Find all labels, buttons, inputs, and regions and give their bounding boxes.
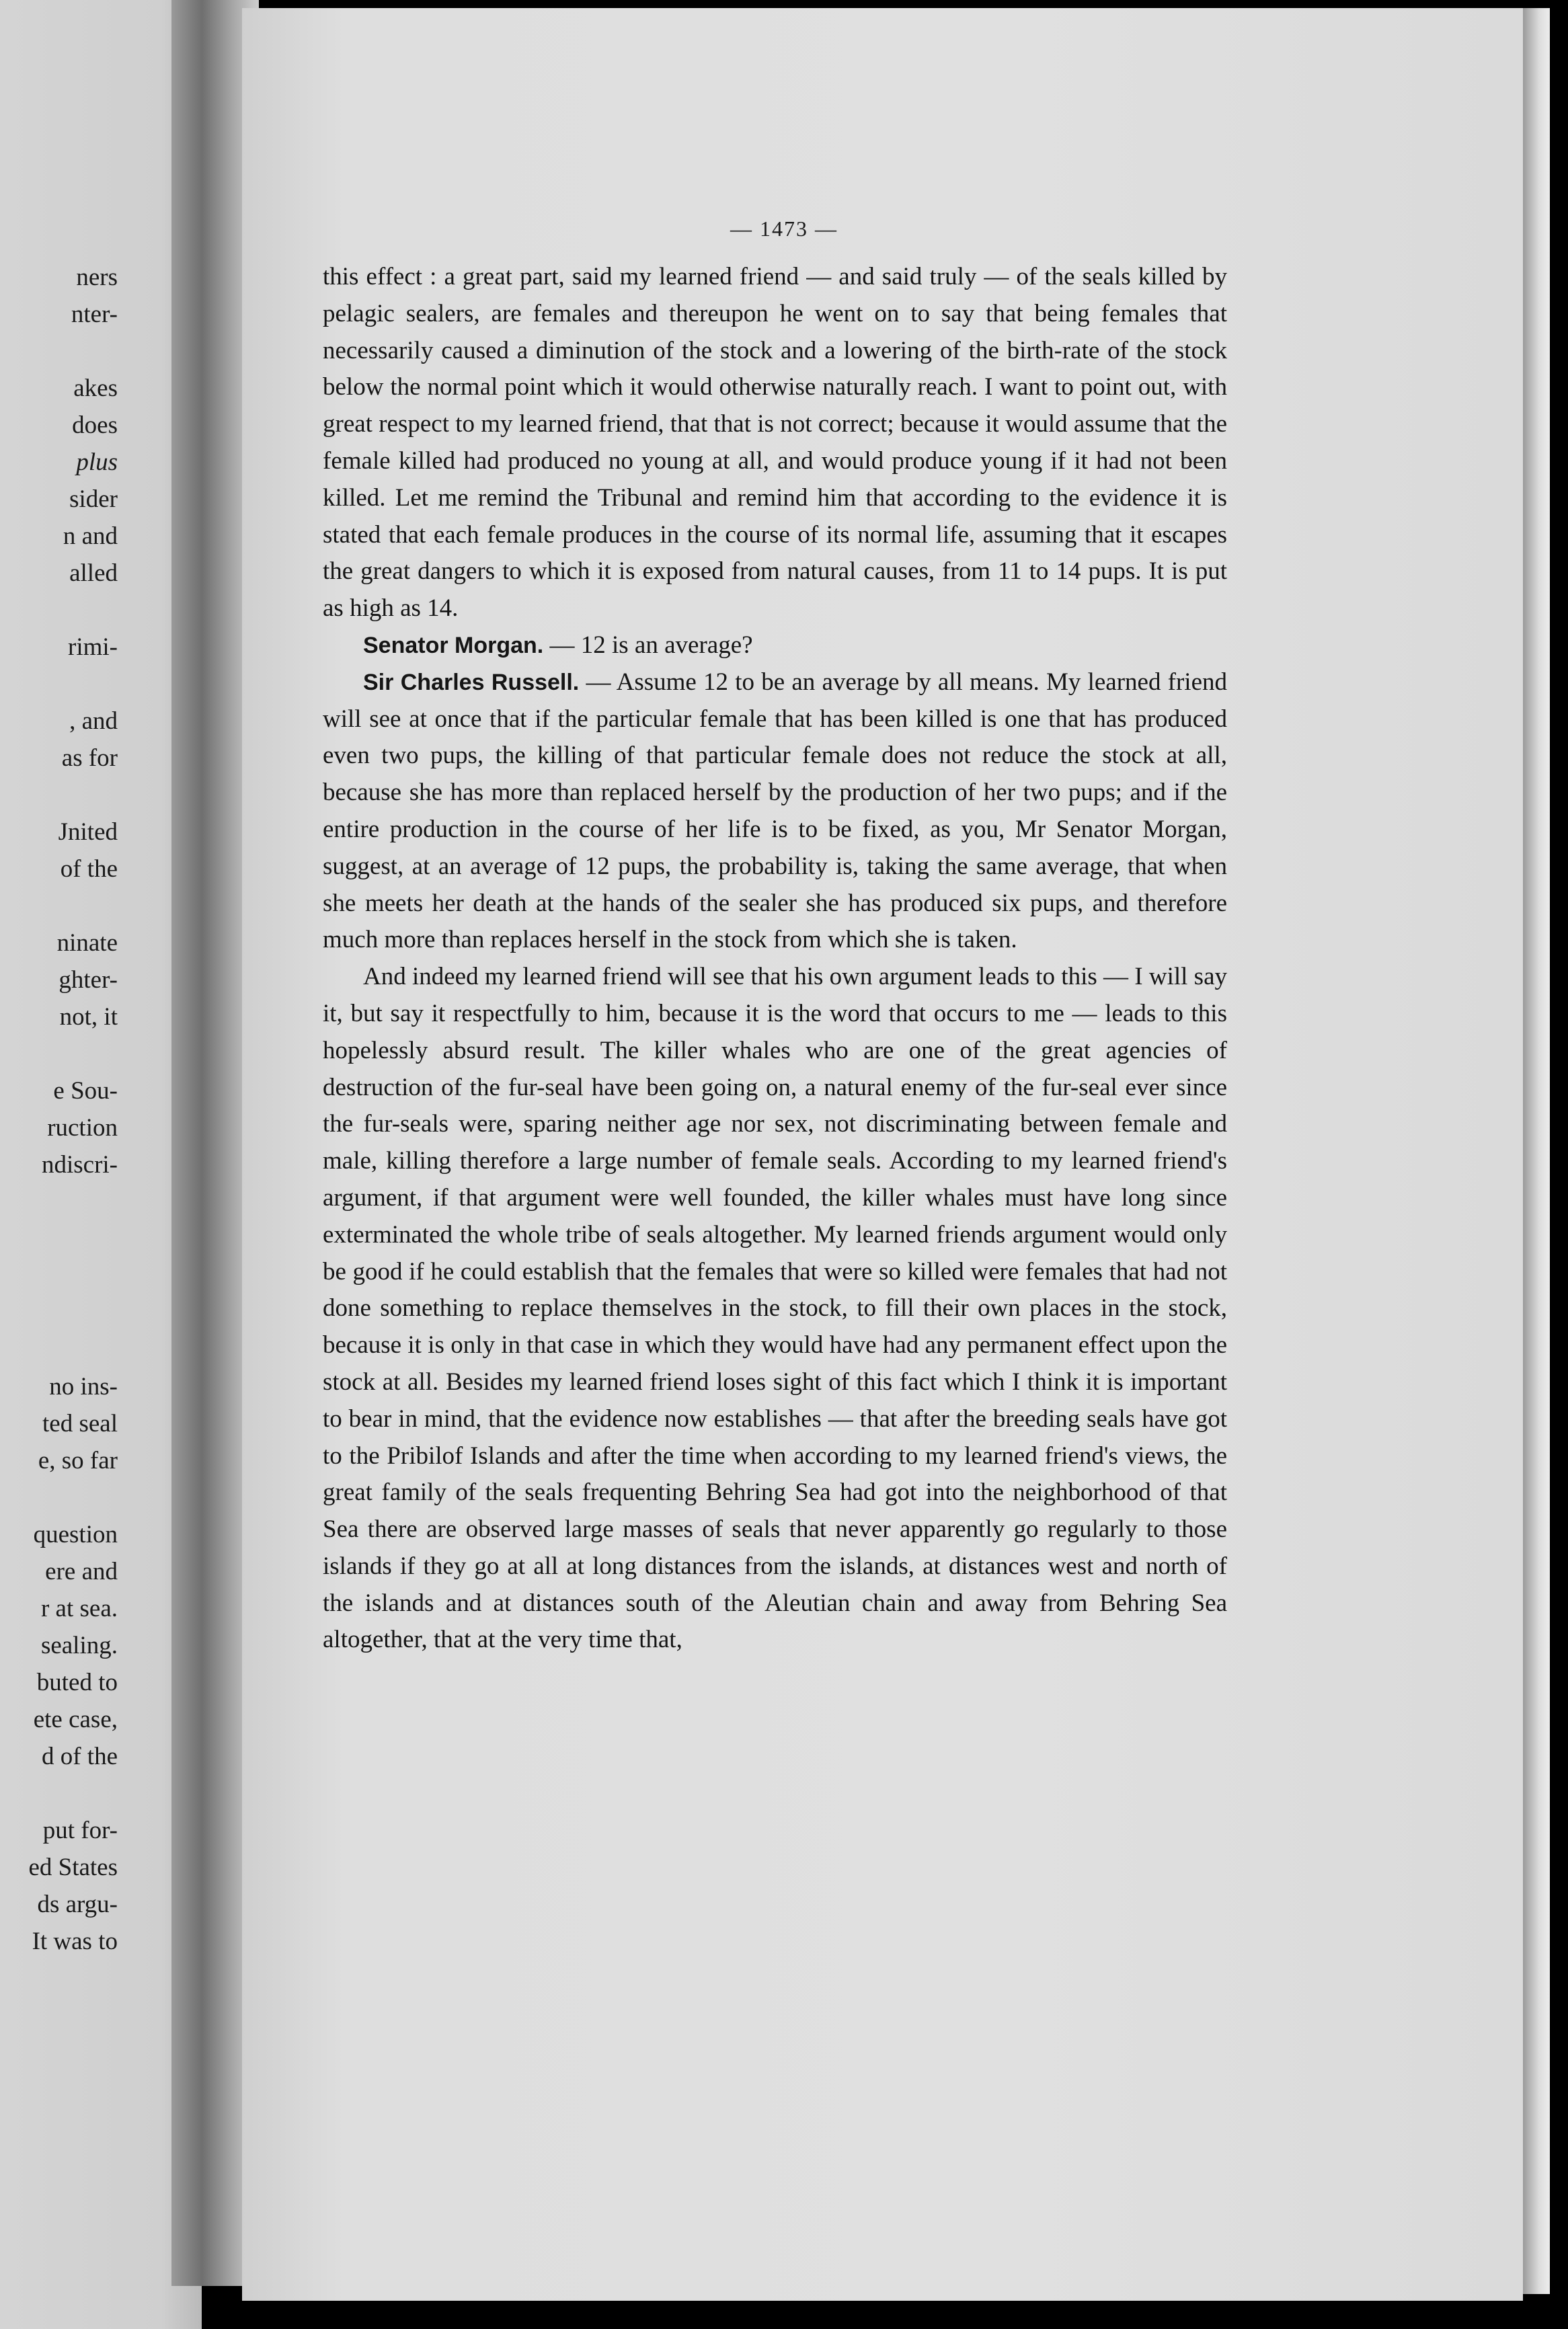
paragraph: this effect : a great part, said my learned friend — and said truly — of the seals killed by pelagic sealers, are females and thereupon he went on to say that being females that necessarily caused a diminution of the stock and a lowering of the birth-rate of the stock below the normal point which it would otherwise naturally reach. I want to point out, with great respect to my learned friend, that that is not correct; because it would assume that the female killed had produced no young at all, and would produce young if it had not been killed. Let me remind the Tribunal and remind him that according to the evidence it is stated that each female produces in the course of its normal life, assuming that it escapes the great dangers to which it is exposed from natural causes, from 11 to 14 pups. It is put as high as 14. bbox=[323, 263, 1227, 623]
left-fragment-line: akes bbox=[73, 374, 118, 402]
left-fragment-line: does bbox=[72, 411, 118, 439]
page-body bbox=[323, 259, 1227, 1659]
left-fragment-line: as for bbox=[61, 744, 118, 772]
left-page-text-fragments bbox=[0, 259, 118, 1960]
left-fragment-line: ninate bbox=[56, 929, 118, 957]
left-fragment-line: sider bbox=[69, 485, 118, 513]
speech: — 12 is an average? bbox=[543, 631, 753, 659]
left-fragment-line bbox=[0, 1294, 118, 1331]
left-fragment-line: n and bbox=[63, 522, 118, 550]
left-fragment-line: ners bbox=[76, 264, 118, 291]
left-fragment-line: put for- bbox=[42, 1817, 118, 1844]
left-fragment-line: of the bbox=[60, 855, 118, 883]
left-fragment-line bbox=[0, 1257, 118, 1294]
left-fragment-line: buted to bbox=[36, 1669, 118, 1696]
speaker-name: Sir Charles Russell. bbox=[363, 669, 580, 695]
page-edge bbox=[1523, 8, 1550, 2294]
left-fragment-line bbox=[0, 1775, 118, 1812]
left-fragment-line: ds argu- bbox=[37, 1891, 118, 1918]
left-fragment-line: ere and bbox=[45, 1558, 118, 1585]
speaker-name: Senator Morgan. bbox=[363, 632, 544, 658]
left-fragment-line: ghter- bbox=[58, 966, 118, 994]
left-fragment-line: no ins- bbox=[49, 1373, 118, 1400]
left-fragment-line bbox=[0, 1035, 118, 1072]
left-fragment-line: not, it bbox=[59, 1003, 118, 1031]
left-fragment-line bbox=[0, 333, 118, 370]
left-fragment-line: sealing. bbox=[40, 1632, 118, 1659]
left-fragment-line: ruction bbox=[47, 1114, 118, 1142]
left-fragment-line: ndiscri- bbox=[41, 1151, 118, 1179]
left-fragment-line: , and bbox=[69, 707, 118, 735]
paragraph: And indeed my learned friend will see that his own argument leads to this — I will say it, but say it respectfully to him, because it is the word that occurs to me — leads to this hopelessly absurd result. The killer whales who are one of the great agencies of destruction of the fur-seal have been going on, a natural enemy of the fur-seal ever since the fur-seals were, sparing neither age nor sex, not discriminating between female and male, killing therefore a large number of female seals. According to my learned friend's argument, if that argument were well founded, the killer whales must have long since exterminated the whole tribe of seals altogether. My learned friends argument would only be good if he could establish that the females that were so killed were females that had not done something to replace themselves in the stock, to fill their own places in the stock, because it is only in that case in which they would have had any permanent effect upon the stock at all. Besides my learned friend loses sight of this fact which I think it is important to bear in mind, that the evidence now establishes — that after the breeding seals have got to the Pribilof Islands and after the time when according to my learned friend's views, the great family of the seals frequenting Behring Sea had got into the neighborhood of that Sea there are observed large masses of seals that never apparently go regularly to those islands if they go at all at long distances from the islands, at distances west and north of the islands and at distances south of the Aleutian chain and away from Behring Sea altogether, that at the very time that, bbox=[323, 963, 1227, 1654]
left-fragment-line bbox=[0, 1183, 118, 1220]
paragraph bbox=[323, 627, 1227, 664]
left-fragment-line: ted seal bbox=[42, 1410, 118, 1437]
page-number: — 1473 — bbox=[730, 216, 838, 241]
left-fragment-line: ed States bbox=[28, 1854, 118, 1881]
left-fragment-line: rimi- bbox=[68, 633, 118, 661]
left-fragment-line: It was to bbox=[32, 1928, 118, 1955]
left-fragment-line: nter- bbox=[71, 301, 118, 328]
left-fragment-line: d of the bbox=[41, 1743, 118, 1770]
left-fragment-line bbox=[0, 887, 118, 924]
left-fragment-line: r at sea. bbox=[40, 1595, 118, 1622]
left-fragment-line: plus bbox=[76, 448, 118, 476]
left-fragment-line bbox=[0, 666, 118, 703]
left-fragment-line: question bbox=[33, 1521, 118, 1548]
left-fragment-line bbox=[0, 1220, 118, 1257]
left-fragment-line bbox=[0, 1331, 118, 1368]
left-fragment-line: e Sou- bbox=[53, 1077, 118, 1105]
left-fragment-line bbox=[0, 1479, 118, 1516]
left-fragment-line: ete case, bbox=[33, 1706, 118, 1733]
left-fragment-line: Jnited bbox=[58, 818, 118, 846]
left-fragment-line: alled bbox=[69, 559, 118, 587]
left-fragment-line bbox=[0, 592, 118, 629]
left-fragment-line: e, so far bbox=[38, 1447, 118, 1474]
paragraph bbox=[323, 664, 1227, 959]
speech: — Assume 12 to be an average by all means. My learned friend will see at once that if the particular female that has been killed is one that has produced even two pups, the killing of that particular female does not reduce the stock at all, because she has more than replaced herself by the production of her two pups; and if the entire production in the course of her life is to be fixed, as you, Mr Senator Morgan, suggest, at an average of 12 pups, the probability is, taking the same average, that when she meets her death at the hands of the sealer she has produced six pups, and therefore much more than replaces herself in the stock from which she is taken. bbox=[323, 668, 1227, 954]
left-fragment-line bbox=[0, 777, 118, 814]
